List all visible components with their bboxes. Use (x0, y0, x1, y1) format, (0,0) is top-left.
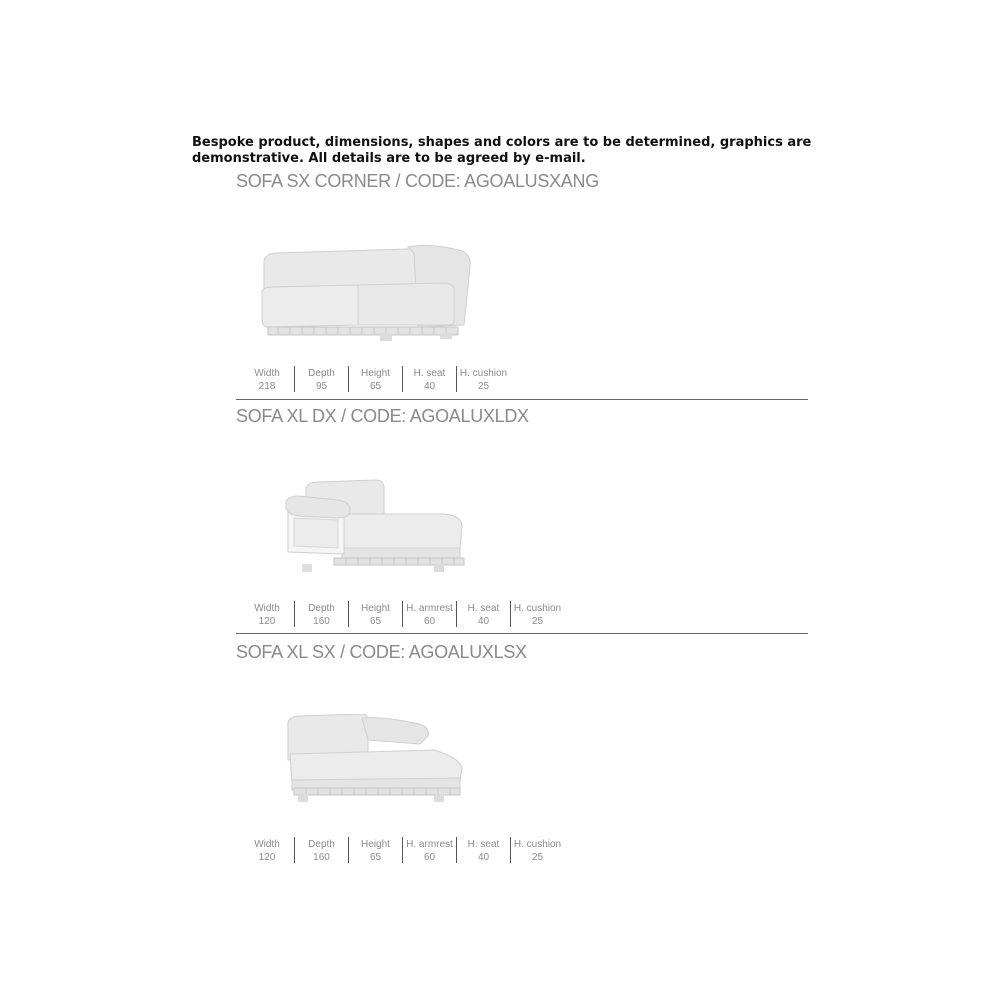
product-title: SOFA SX CORNER / CODE: AGOALUSXANG (236, 171, 599, 191)
spec-h-cushion: H. cushion 25 (456, 366, 510, 392)
spec-depth: Depth 95 (294, 366, 348, 392)
disclaimer-text: Bespoke product, dimensions, shapes and colors are to be determined, graphics are demonstrative. All details are to be agreed by e-mail. (192, 135, 812, 166)
spec-height: Height 65 (348, 601, 402, 627)
section-divider (236, 633, 808, 634)
spec-width: Width 120 (254, 839, 280, 863)
spec-depth: Depth 160 (294, 601, 348, 627)
product-sofa-xl-dx (236, 406, 808, 636)
spec-h-cushion: H. cushion 25 (510, 837, 564, 863)
product-title: SOFA XL SX / CODE: AGOALUXLSX (236, 642, 527, 662)
spec-h-seat: H. seat 40 (456, 837, 510, 863)
spec-h-armrest: H. armrest 60 (402, 601, 456, 627)
product-sofa-sx-corner (236, 171, 808, 401)
spec-width: Width 218 (254, 368, 280, 392)
spec-table (240, 366, 510, 392)
sofa-sx-corner-image (258, 241, 478, 341)
product-title: SOFA XL DX / CODE: AGOALUXLDX (236, 406, 529, 426)
spec-table (240, 837, 564, 863)
spec-h-seat: H. seat 40 (402, 366, 456, 392)
spec-depth: Depth 160 (294, 837, 348, 863)
spec-h-seat: H. seat 40 (456, 601, 510, 627)
spec-height: Height 65 (348, 366, 402, 392)
sofa-xl-sx-image (284, 714, 469, 804)
section-divider (236, 399, 808, 400)
spec-h-armrest: H. armrest 60 (402, 837, 456, 863)
spec-table (240, 601, 564, 627)
sofa-xl-dx-image (284, 478, 469, 583)
spec-h-cushion: H. cushion 25 (510, 601, 564, 627)
product-sofa-xl-sx (236, 642, 808, 872)
spec-height: Height 65 (348, 837, 402, 863)
spec-width: Width 120 (254, 603, 280, 627)
